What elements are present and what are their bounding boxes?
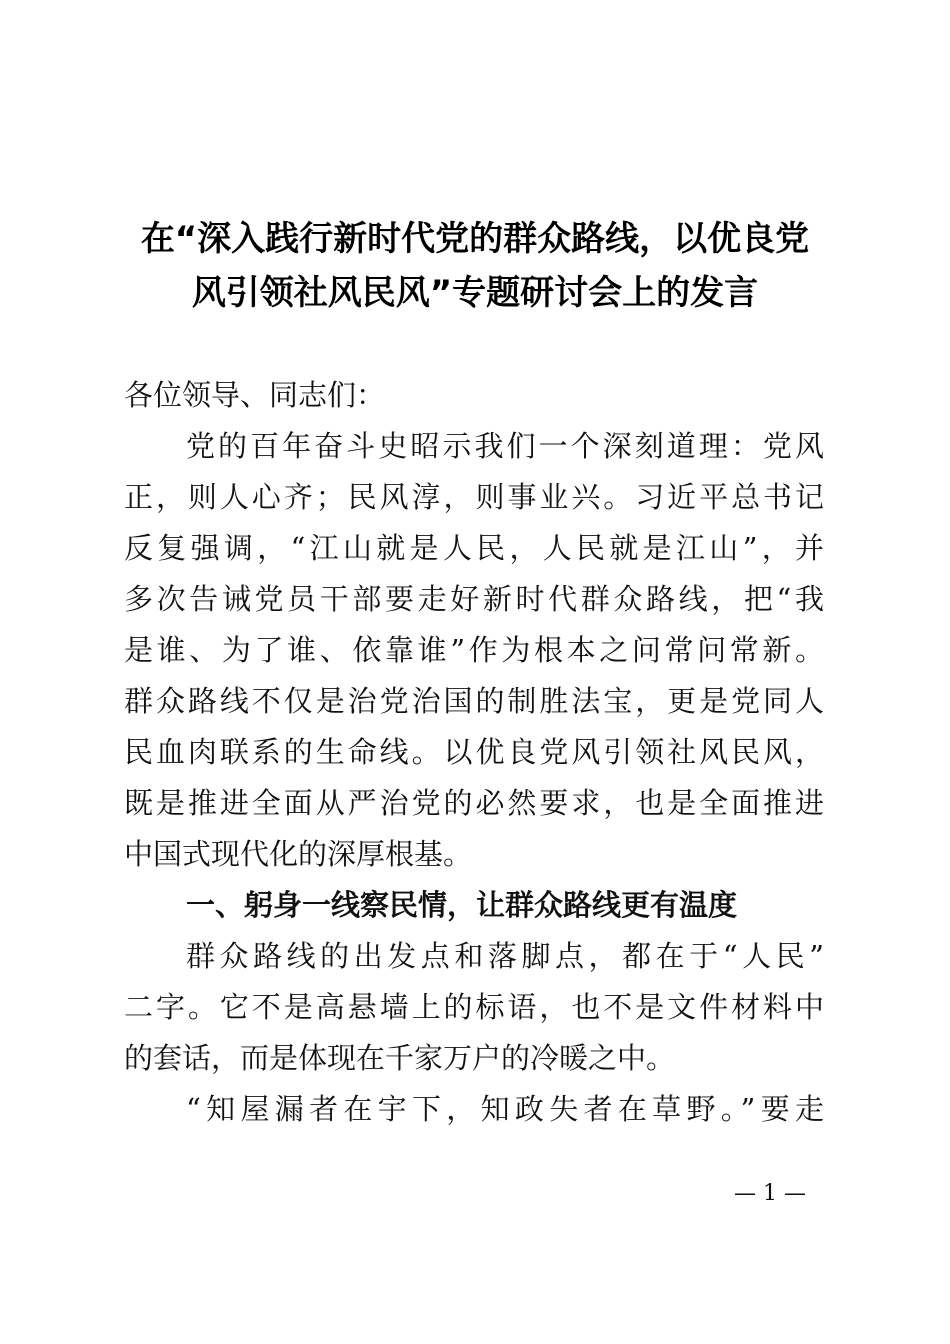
paragraph-line: 中国式现代化的深厚根基。: [124, 837, 473, 871]
paragraph-line: 的套话，而是体现在千家万户的冷暖之中。: [124, 1041, 676, 1075]
paragraph-line: 群众路线的出发点和落脚点，都在于“人民”: [186, 939, 824, 973]
paragraph-line: 是谁、为了谁、依靠谁”作为根本之问常问常新。: [124, 633, 824, 667]
document-body: [124, 370, 824, 1135]
paragraph-line: “知屋漏者在宇下，知政失者在草野。”要走: [186, 1092, 824, 1126]
paragraph-line: 党的百年奋斗史昭示我们一个深刻道理：党风: [186, 429, 824, 463]
title-line-1: 在“深入践行新时代党的群众路线，以优良党: [140, 219, 810, 259]
paragraph-line: 正，则人心齐；民风淳，则事业兴。习近平总书记: [124, 480, 824, 514]
salutation: 各位领导、同志们：: [124, 378, 386, 412]
page-number: — 1 —: [734, 1181, 806, 1206]
paragraph-line: 二字。它不是高悬墙上的标语，也不是文件材料中: [124, 990, 824, 1024]
section-heading: 一、躬身一线察民情，让群众路线更有温度: [186, 888, 738, 922]
paragraph-line: 群众路线不仅是治党治国的制胜法宝，更是党同人: [124, 684, 824, 718]
paragraph-line: 反复强调，“江山就是人民，人民就是江山”，并: [124, 531, 824, 565]
title-line-2: 风引领社风民风”专题研讨会上的发言: [191, 273, 759, 313]
paragraph-line: 既是推进全面从严治党的必然要求，也是全面推进: [124, 786, 824, 820]
document-title: [110, 212, 840, 320]
paragraph-line: 民血肉联系的生命线。以优良党风引领社风民风，: [124, 735, 824, 769]
paragraph-line: 多次告诫党员干部要走好新时代群众路线，把“我: [124, 582, 824, 616]
